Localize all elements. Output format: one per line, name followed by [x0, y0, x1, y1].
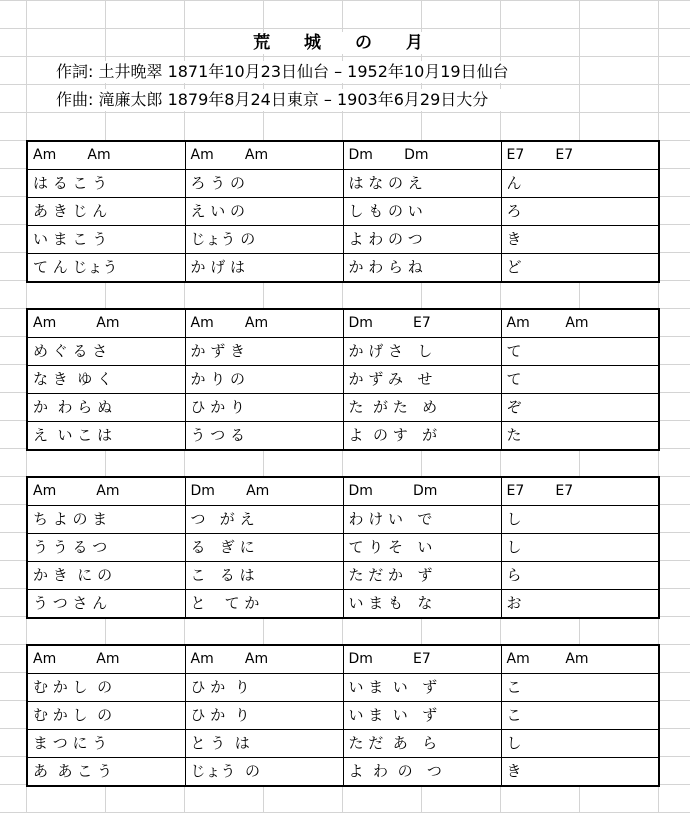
chord-cell[interactable]: Am Am	[27, 477, 185, 506]
chord-cell[interactable]: Dm Dm	[343, 141, 501, 170]
lyric-cell[interactable]: る ぎ に	[185, 534, 343, 562]
lyric-row	[27, 254, 659, 283]
lyric-cell[interactable]: ぞ	[501, 394, 659, 422]
chord-cell[interactable]: Am Am	[185, 141, 343, 170]
lyricist-line: 作詞: 土井晩翠 1871年10月23日仙台 – 1952年10月19日仙台	[56, 61, 576, 83]
chord-cell[interactable]: Am Am	[27, 309, 185, 338]
lyric-cell[interactable]: ひ か り	[185, 674, 343, 702]
lyric-cell[interactable]: は な の え	[343, 170, 501, 198]
lyric-row	[27, 562, 659, 590]
chord-row	[27, 141, 659, 170]
lyric-cell[interactable]: ど	[501, 254, 659, 283]
lyric-cell[interactable]: よ わ の つ	[343, 758, 501, 787]
lyric-row	[27, 338, 659, 366]
verse-block-2	[26, 308, 660, 451]
lyric-cell[interactable]: じょう の	[185, 226, 343, 254]
lyric-cell[interactable]: い ま も な	[343, 590, 501, 619]
chord-cell[interactable]: Dm Am	[185, 477, 343, 506]
lyric-row	[27, 366, 659, 394]
lyric-cell[interactable]: て	[501, 338, 659, 366]
chord-row	[27, 477, 659, 506]
lyric-cell[interactable]: つ が え	[185, 506, 343, 534]
chord-cell[interactable]: Am Am	[185, 645, 343, 674]
lyric-cell[interactable]: ら	[501, 562, 659, 590]
verse-block-3	[26, 476, 660, 619]
lyric-cell[interactable]: う う る つ	[27, 534, 185, 562]
verse-block-4	[26, 644, 660, 787]
chord-cell[interactable]: Am Am	[27, 141, 185, 170]
lyric-row	[27, 674, 659, 702]
lyric-cell[interactable]: ひ か り	[185, 702, 343, 730]
lyric-cell[interactable]: う つ さ ん	[33, 594, 108, 612]
chord-row	[27, 645, 659, 674]
lyric-cell[interactable]: ん	[501, 170, 659, 198]
lyric-cell[interactable]: か ず み せ	[343, 366, 501, 394]
lyric-cell[interactable]: か わ ら ね	[343, 254, 501, 283]
lyric-cell[interactable]: か げ さ し	[343, 338, 501, 366]
lyric-cell[interactable]: ろ	[501, 198, 659, 226]
lyric-row	[27, 758, 659, 787]
lyric-cell[interactable]: え い の	[185, 198, 343, 226]
lyric-cell[interactable]: と う は	[185, 730, 343, 758]
lyric-cell[interactable]: お	[501, 590, 659, 619]
lyric-cell[interactable]: き	[501, 758, 659, 787]
lyric-cell[interactable]: て り そ い	[343, 534, 501, 562]
lyric-cell[interactable]: て ん じょう	[33, 258, 118, 276]
lyric-row	[27, 590, 659, 619]
lyric-row	[27, 198, 659, 226]
lyric-cell[interactable]: あ あ こ う	[33, 762, 113, 780]
chord-cell[interactable]: Dm Dm	[343, 477, 501, 506]
lyric-cell[interactable]: こ	[501, 674, 659, 702]
lyric-cell[interactable]: し	[501, 534, 659, 562]
lyric-cell[interactable]: た	[501, 422, 659, 451]
lyric-cell[interactable]: こ る は	[185, 562, 343, 590]
chord-cell[interactable]: Dm E7	[343, 645, 501, 674]
verse-block-1	[26, 140, 660, 283]
lyric-cell[interactable]: た が た め	[343, 394, 501, 422]
lyric-cell[interactable]: か わ ら ぬ	[27, 394, 185, 422]
lyric-cell[interactable]: か き に の	[27, 562, 185, 590]
lyric-cell[interactable]: わ け い で	[343, 506, 501, 534]
lyric-cell[interactable]: た だ か ず	[343, 562, 501, 590]
lyric-row	[27, 534, 659, 562]
lyric-cell[interactable]: か ず き	[185, 338, 343, 366]
lyric-cell[interactable]: あ き じ ん	[27, 198, 185, 226]
lyric-cell[interactable]: ろ う の	[185, 170, 343, 198]
composer-line: 作曲: 滝廉太郎 1879年8月24日東京 – 1903年6月29日大分	[56, 89, 576, 111]
lyric-cell[interactable]: て	[501, 366, 659, 394]
lyric-cell[interactable]: こ	[501, 702, 659, 730]
lyric-cell[interactable]: と て か	[185, 590, 343, 619]
lyric-row	[27, 702, 659, 730]
lyric-row	[27, 506, 659, 534]
lyric-cell[interactable]: い ま い ず	[343, 702, 501, 730]
chord-cell[interactable]: Dm E7	[343, 309, 501, 338]
lyric-row	[27, 170, 659, 198]
lyric-cell[interactable]: い ま い ず	[343, 674, 501, 702]
chord-cell[interactable]: Am Am	[501, 309, 659, 338]
lyric-cell[interactable]: し	[501, 506, 659, 534]
lyric-cell[interactable]: え い こ は	[33, 426, 113, 444]
lyric-cell[interactable]: き	[501, 226, 659, 254]
lyric-cell[interactable]: た だ あ ら	[343, 730, 501, 758]
chord-cell[interactable]: Am Am	[185, 309, 343, 338]
lyric-cell[interactable]: め ぐ る さ	[27, 338, 185, 366]
lyric-cell[interactable]: し	[501, 730, 659, 758]
lyric-cell[interactable]: か り の	[185, 366, 343, 394]
lyric-cell[interactable]: ひ か り	[185, 394, 343, 422]
chord-cell[interactable]: Am Am	[27, 645, 185, 674]
lyric-cell[interactable]: う つ る	[185, 422, 343, 451]
lyric-cell[interactable]: ま つ に う	[27, 730, 185, 758]
chord-cell[interactable]: E7 E7	[501, 477, 659, 506]
lyric-cell[interactable]: な き ゆ く	[27, 366, 185, 394]
lyric-cell[interactable]: じょう の	[185, 758, 343, 787]
lyric-cell[interactable]: よ の す が	[343, 422, 501, 451]
lyric-row	[27, 394, 659, 422]
song-title: 荒 城 の 月	[220, 32, 470, 54]
lyric-cell[interactable]: い ま こ う	[27, 226, 185, 254]
lyric-cell[interactable]: か げ は	[185, 254, 343, 283]
chord-cell[interactable]: E7 E7	[501, 141, 659, 170]
chord-cell[interactable]: Am Am	[501, 645, 659, 674]
lyric-cell[interactable]: ち よ の ま	[27, 506, 185, 534]
lyric-cell[interactable]: よ わ の つ	[343, 226, 501, 254]
lyric-cell[interactable]: む か し の	[27, 702, 185, 730]
lyric-row	[27, 422, 659, 451]
lyric-row	[27, 226, 659, 254]
lyric-cell[interactable]: は る こ う	[27, 170, 185, 198]
chord-row	[27, 309, 659, 338]
lyric-cell[interactable]: む か し の	[27, 674, 185, 702]
lyric-row	[27, 730, 659, 758]
lyric-cell[interactable]: し も の い	[343, 198, 501, 226]
